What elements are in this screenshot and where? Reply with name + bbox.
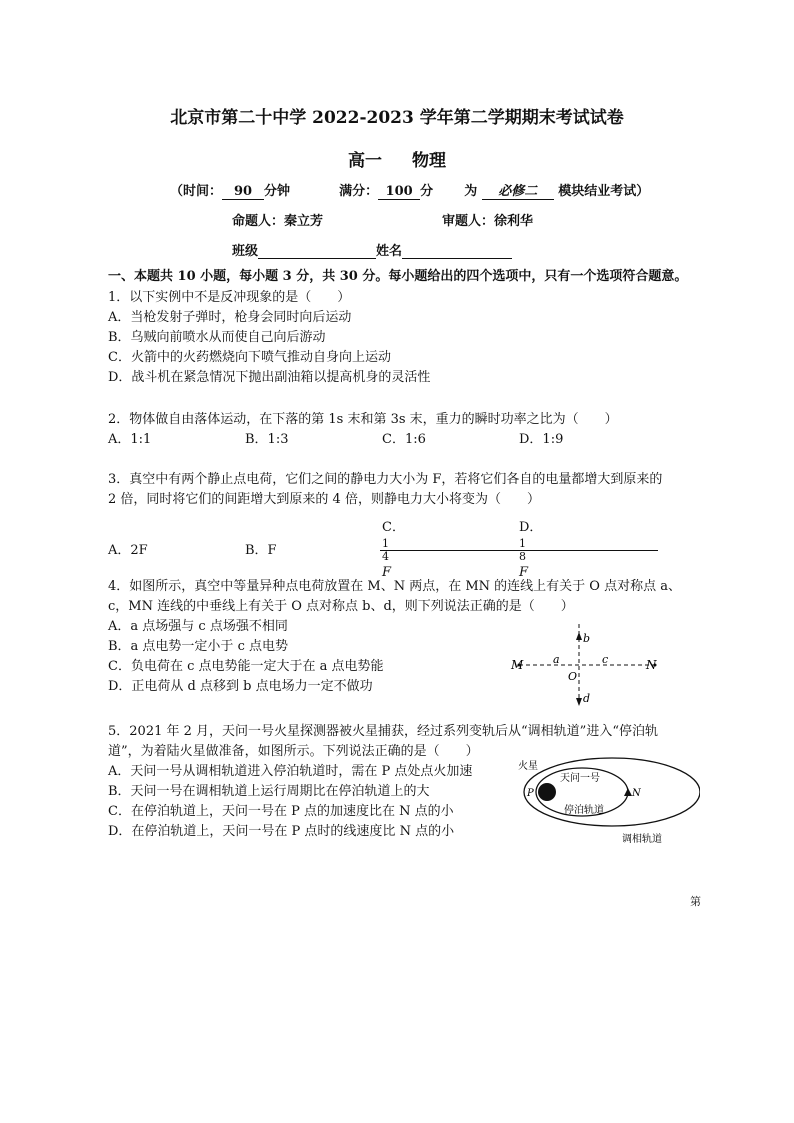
numerator: 1	[517, 538, 658, 551]
question-3	[108, 470, 708, 583]
label-c: c	[602, 653, 609, 666]
label-a: a	[553, 653, 560, 666]
question-stem-line1: 4．如图所示，真空中等量异种点电荷放置在 M、N 两点，在 MN 的连线上有关于 O 点对称点 a、	[108, 579, 681, 594]
label-phasing-orbit: 调相轨道	[622, 834, 662, 845]
denominator: 4	[382, 550, 389, 563]
module-value: 必修二	[482, 180, 554, 200]
force-symbol: F	[382, 565, 392, 580]
option-b: B．乌贼向前喷水从而使自己向后游动	[108, 330, 326, 345]
label-b: b	[583, 632, 591, 645]
option-b: B．a 点电势一定小于 c 点电势	[108, 639, 288, 654]
option-a: A．2F	[108, 542, 148, 558]
arrow-up-icon	[576, 632, 582, 640]
label-mars: 火星	[518, 761, 538, 772]
question-stem-line1: 3．真空中有两个静止点电荷，它们之间的静电力大小为 F，若将它们各自的电量都增大到原来的	[108, 472, 663, 487]
question-stem: 1．以下实例中不是反冲现象的是（ ）	[108, 290, 351, 305]
option-a: A．a 点场强与 c 点场强不相同	[108, 619, 288, 634]
option-a: A．1:1	[108, 432, 152, 447]
exam-title: 北京市第二十中学 2022-2023 学年第二学期期末考试试卷	[170, 108, 624, 128]
option-c	[382, 518, 519, 583]
option-c: C．1:6	[382, 432, 426, 447]
score-value: 100	[378, 184, 420, 200]
options-row	[108, 518, 708, 583]
exam-subtitle: 高一 物理	[348, 151, 446, 171]
denominator: 8	[519, 550, 526, 563]
options-row	[108, 430, 708, 450]
orbit-diagram	[512, 752, 700, 848]
option-d: D．1:9	[519, 432, 564, 447]
module-suffix: 模块结业考试）	[558, 184, 650, 199]
question-stem-line2: 2 倍，同时将它们的间距增大到原来的 4 倍，则静电力大小将变为（ ）	[108, 492, 540, 507]
mars-icon	[538, 783, 556, 801]
name-blank[interactable]	[402, 244, 512, 259]
orbit-direction-arrow-icon	[624, 788, 632, 796]
name-label: 姓名	[376, 244, 403, 259]
option-d: D．正电荷从 d 点移到 b 点电场力一定不做功	[108, 679, 373, 694]
option-c: C．负电荷在 c 点电势能一定大于在 a 点电势能	[108, 659, 384, 674]
exam-info-line	[170, 180, 649, 200]
time-label: （时间：	[170, 184, 223, 199]
score-label: 满分：	[339, 184, 379, 199]
time-value: 90	[222, 184, 264, 200]
question-2	[108, 410, 708, 450]
class-label: 班级	[232, 244, 259, 259]
class-blank[interactable]	[258, 244, 376, 259]
reviewer: 审题人：徐利华	[442, 214, 534, 229]
option-c-label: C．	[382, 520, 405, 535]
option-b: B．1:3	[245, 432, 289, 447]
numerator: 1	[380, 538, 521, 551]
charges-diagram	[505, 620, 665, 712]
option-b: B．F	[245, 542, 277, 558]
question-1	[108, 288, 708, 388]
option-a: A．天问一号从调相轨道进入停泊轨道时，需在 P 点处点火加速	[108, 764, 473, 779]
label-n: N	[646, 658, 657, 672]
force-symbol: F	[519, 565, 529, 580]
page-mark: 第	[690, 895, 701, 908]
label-probe: 天问一号	[560, 773, 600, 784]
option-c: C．火箭中的火药燃烧向下喷气推动自身向上运动	[108, 350, 391, 365]
fraction	[382, 538, 519, 563]
section-heading: 一、本题共 10 小题，每小题 3 分，共 30 分。每小题给出的四个选项中，只有一个选项符合题意。	[108, 269, 688, 284]
fraction	[519, 538, 656, 563]
label-n: N	[632, 788, 641, 799]
label-o: O	[568, 670, 578, 683]
question-stem-line2: 道”，为着陆火星做准备，如图所示。下列说法正确的是（ ）	[108, 744, 479, 759]
option-a: A．当枪发射子弹时，枪身会同时向后运动	[108, 310, 352, 325]
option-d: D．在停泊轨道上，天问一号在 P 点时的线速度比 N 点的小	[108, 824, 455, 839]
for-label: 为	[464, 184, 478, 199]
arrow-down-icon	[576, 698, 582, 706]
option-d: D．战斗机在紧急情况下抛出副油箱以提高机身的灵活性	[108, 370, 431, 385]
option-c: C．在停泊轨道上，天问一号在 P 点的加速度比在 N 点的小	[108, 804, 454, 819]
option-d	[519, 518, 656, 583]
label-d: d	[583, 692, 591, 705]
label-parking-orbit: 停泊轨道	[564, 805, 604, 816]
label-m: M	[511, 658, 524, 672]
label-p: P	[527, 788, 534, 799]
class-name-line	[232, 240, 512, 259]
author: 命题人：秦立芳	[232, 214, 324, 229]
question-stem-line2: c，MN 连线的中垂线上有关于 O 点对称点 b、d，则下列说法正确的是（ ）	[108, 599, 574, 614]
question-stem: 2．物体做自由落体运动，在下落的第 1s 末和第 3s 末，重力的瞬时功率之比为（ ）	[108, 412, 618, 427]
option-d-label: D．	[519, 520, 543, 535]
time-unit: 分钟	[264, 184, 291, 199]
authors-line	[232, 210, 533, 229]
question-stem-line1: 5．2021 年 2 月，天问一号火星探测器被火星捕获，经过系列变轨后从“调相轨道”进入“停泊轨	[108, 724, 658, 739]
score-unit: 分	[420, 184, 434, 199]
option-b: B．天问一号在调相轨道上运行周期比在停泊轨道上的大	[108, 784, 430, 799]
